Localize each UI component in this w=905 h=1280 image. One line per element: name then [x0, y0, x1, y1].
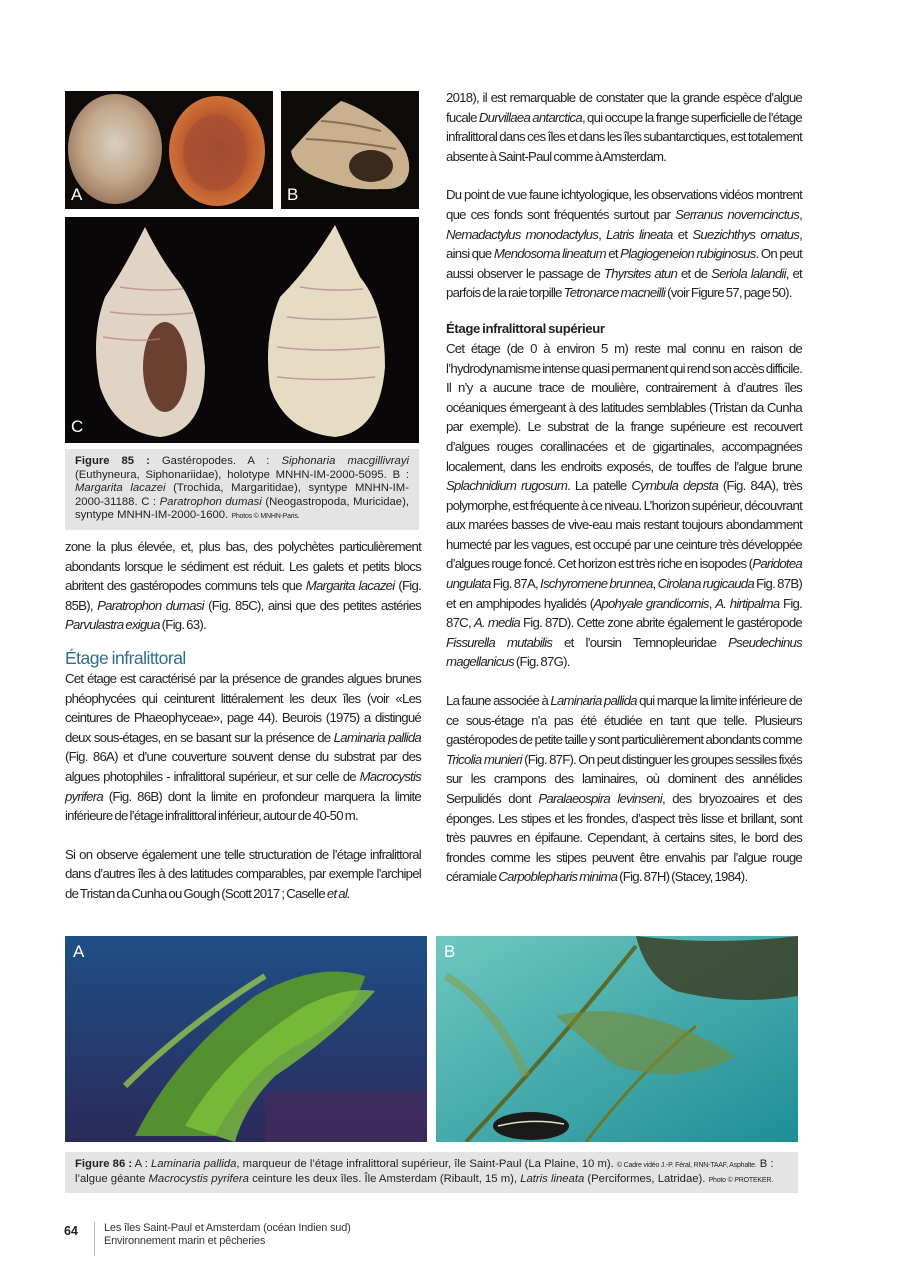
paragraph: La faune associée à Laminaria pallida qui marque la limite inférieure de ce sous-étage n’a pas été étudiée en tant que telle. Plusieurs gastéropodes de petite taille y sont particulièrement abondants comme Tricolia munieri (Fig. 87F). On peut distinguer les groupes sessiles fixés sur les crampons des laminaires, où dominent des annélides Serpulidés dont Paralaeospira levinseni, des bryozoaires et des éponges. Les stipes et les frondes, d’aspect très lisse et brillant, sont très pauvres en épifaune. Cependant, à certains sites, le bord des frondes comme les stipes peuvent être envahis par l’algue rouge céramiale Carpoblepharis minima (Fig. 87H) (Stacey, 1984). [446, 693, 803, 885]
laminaria-kelp-image [65, 936, 427, 1142]
macrocystis-kelp-forest-image [436, 936, 798, 1142]
caption-text: (Perciformes, Latridae). [584, 1172, 709, 1185]
caption-panel-a: A [132, 1158, 142, 1170]
trochid-shell-image [281, 91, 419, 209]
figure85-label: Figure 85 : [75, 455, 150, 467]
left-column [65, 537, 421, 904]
page-number: 64 [64, 1224, 78, 1238]
species-name: Margarita lacazei [75, 482, 166, 495]
figure85-photo-a [65, 91, 273, 209]
figure85-photo-c [65, 217, 419, 443]
whelk-shells-image [65, 217, 419, 443]
caption-text: l’algue géante [75, 1172, 149, 1185]
paragraph: Du point de vue faune ichtyologique, les observations vidéos montrent que ces fonds sont fréquentés surtout par Serranus novemcinctus, Nemadactylus monodactylus, Latris lineata et Suezichthys ornatus, ainsi que Mendosoma lineatum et Plagiogeneion rubiginosus. On peut aussi observer le passage de Thyrsites atun et de Seriola lalandii, et parfois de la raie torpille Tetronarce macneilli (voir Figure 57, page 50). [446, 187, 803, 301]
section-heading: Étage infralittoral [65, 647, 186, 668]
caption-panel-a: A : [247, 455, 270, 467]
species-name: Siphonaria macgillivrayi [269, 455, 409, 467]
photo-credit: Photos © MNHN-Paris. [231, 513, 300, 521]
paragraph: 2018), il est remarquable de constater que la grande espèce d’algue fucale Durvillaea antarctica, qui occupe la frange superficielle de l’étage infralittoral dans ces îles et dans les îles subantarctiques, est totalement absente à Saint-Paul comme à Amsterdam. [446, 90, 802, 164]
caption-text: (Neogastropoda, Muricidae), syntype MNHN-IM-2000-1600. [75, 495, 409, 522]
paragraph: Si on observe également une telle structuration de l’étage infralittoral dans d’autres îles à des latitudes comparables, par exemple l’archipel de Tristan da Cunha ou Gough (Scott 2017 ; Caselle et al. [65, 846, 421, 901]
photo-credit: Photo © PROTEKER. [708, 1176, 773, 1184]
figure85-caption [65, 449, 419, 530]
panel-label-a: A [71, 185, 83, 204]
caption-text: : [141, 1158, 151, 1170]
figure86-photo-a [65, 936, 427, 1142]
caption-text: (Euthyneura, Siphonariidae), holotype MNHN-IM-2000-5095. [75, 468, 393, 481]
caption-panel-c: C : [141, 495, 157, 508]
species-name: Laminaria pallida [150, 1158, 237, 1170]
paragraph: Cet étage est caractérisé par la présence de grandes algues brunes phéophycées qui ceinturent littéralement les deux îles (voir «Les ceintures de Phaeophyceae», page 44). Beurois (1975) a distingué deux sous-étages, en se basant sur la présence de Laminaria pallida (Fig. 86A) et d’une couverture souvent dense du substrat par des algues photophiles - infralittoral supérieur, et sur celle de Macrocystis pyrifera (Fig. 86B) dont la limite en profondeur marquera la limite inférieure de l’étage infralittoral inférieur, autour de 40-50 m. [65, 670, 421, 824]
caption-text: (Trochida, Margaritidae), syntype MNHN-IM-2000-31188. [75, 482, 409, 508]
figure86-photo-b [436, 936, 798, 1142]
species-name: Macrocystis pyrifera [148, 1172, 249, 1185]
figure86-caption [65, 1152, 798, 1193]
paragraph: Cet étage (de 0 à environ 5 m) reste mal connu en raison de l’hydrodynamisme intense quasi permanent qui rend son accès difficile. Il n’y a aucune trace de moulière, contrairement à d’autres îles océaniques émergeant à des latitudes semblables (Tristan da Cunha par exemple). Le substrat de la frange supérieure est recouvert d’algues rouges corallinacées et de gigartinales, accompagnées localement, dans les endroits exposés, de touffes de l’algue brune Splachnidium rugosum. La patelle Cymbula depsta (Fig. 84A), très polymorphe, est fréquente à ce niveau. L’horizon supérieur, découvrant aux marées basses de vive-eau mais restant toujours abondamment humecté par les vagues, est occupé par une ceinture très développée d’algues rouge foncé. Cet horizon est très riche en isopodes (Paridotea ungulata Fig. 87A, Ischyromene brunnea, Cirolana rugicauda Fig. 87B) et en amphipodes hyalidés (Apohyale grandicornis, A. hirtipalma Fig. 87C, A. media Fig. 87D). Cette zone abrite également le gastéropode Fissurella mutabilis et l’oursin Temnopleuridae Pseudechinus magellanicus (Fig. 87G). [446, 340, 803, 670]
panel-label-c: C [71, 417, 84, 436]
caption-panel-b: B : [756, 1158, 774, 1170]
species-name: Latris lineata [520, 1172, 585, 1185]
footer-divider [94, 1222, 95, 1256]
paragraph: zone la plus élevée, et, plus bas, des polychètes particulièrement abondants lorsque le sédiment est réduit. Les galets et petits blocs abritent des gastéropodes communs tels que Margarita lacazei (Fig. 85B), Paratrophon dumasi (Fig. 85C), ainsi que des petites astéries Parvulastra exigua (Fig. 63). [65, 539, 422, 633]
book-title: Les îles Saint-Paul et Amsterdam (océan Indien sud) [104, 1222, 351, 1234]
running-footer [104, 1222, 351, 1248]
caption-panel-b: B : [392, 468, 409, 481]
right-column [446, 88, 802, 887]
panel-label-a: A [73, 942, 85, 961]
panel-label-b: B [287, 185, 299, 204]
caption-text: ceinture les deux îles. Île Amsterdam (Ribault, 15 m), [248, 1172, 521, 1185]
book-subtitle: Environnement marin et pêcheries [104, 1235, 266, 1247]
photo-credit: © Cadre vidéo J.-P. Féral, RNN-TAAF, Asphalte. [616, 1162, 757, 1169]
figure85-photo-b [281, 91, 419, 209]
figure86-label: Figure 86 : [75, 1158, 133, 1170]
caption-text: Gastéropodes. [149, 455, 248, 467]
species-name: Paratrophon dumasi [156, 495, 262, 508]
limpet-shells-image [65, 91, 273, 209]
caption-text: , marqueur de l’étage infralittoral supérieur, île Saint-Paul (La Plaine, 10 m). [236, 1158, 617, 1170]
panel-label-b: B [444, 942, 456, 961]
subsection-heading: Étage infralittoral supérieur [446, 320, 605, 336]
